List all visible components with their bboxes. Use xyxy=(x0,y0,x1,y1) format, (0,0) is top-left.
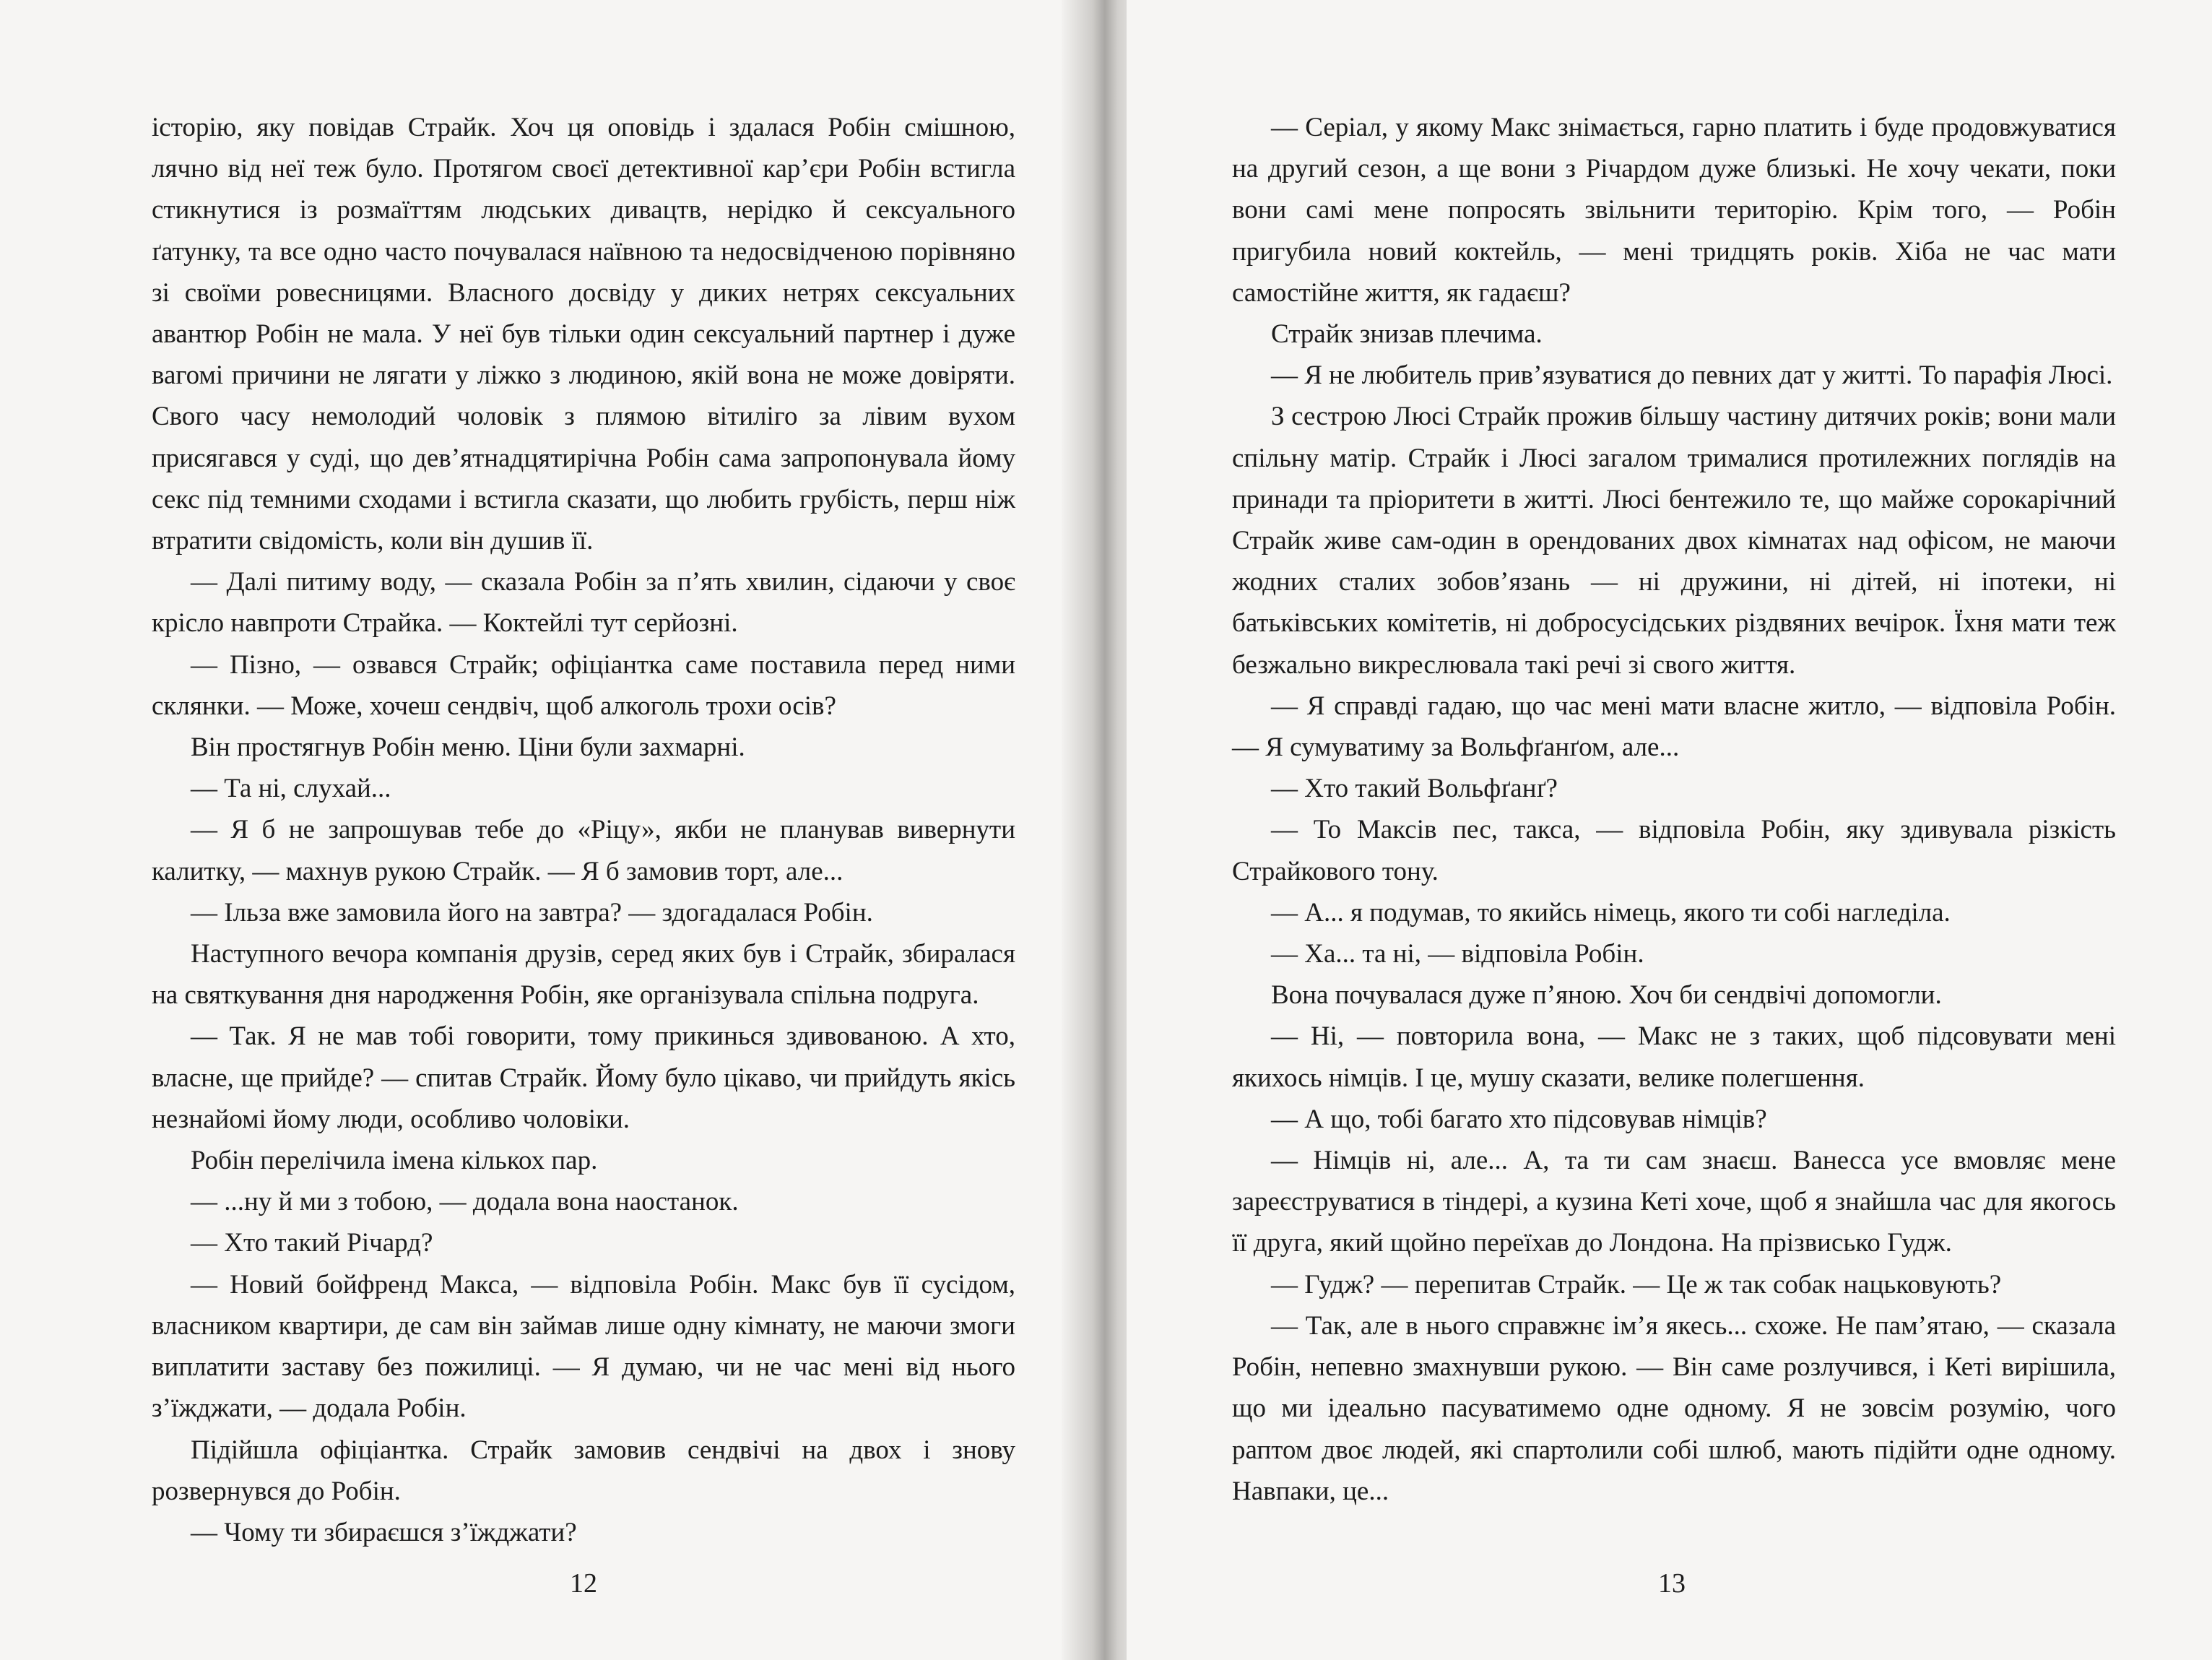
page-number: 12 xyxy=(570,1568,597,1599)
paragraph: Робін перелічила імена кількох пар. xyxy=(191,1146,598,1176)
paragraph: Підійшла офіціантка. Страйк замовив сендвічі на двох і знову розвернувся до Робін. xyxy=(152,1435,1015,1506)
paragraph: — То Максів пес, такса, — відповіла Робін, яку здивувала різкість Страйкового тону. xyxy=(1232,815,2116,886)
paragraph: Страйк знизав плечима. xyxy=(1271,319,1543,350)
paragraph: — А що, тобі багато хто підсовував німців? xyxy=(1271,1104,1767,1134)
page-number: 13 xyxy=(1658,1568,1686,1599)
paragraph: — Так, але в нього справжнє ім’я якесь... схоже. Не пам’ятаю, — сказала Робін, непевно змахнувши рукою. — Він саме розлучився, і Кеті вирішила, що ми ідеально пасуватимемо одне одному. Я не зовсім розумію, чого раптом двоє людей, які спартолили собі шлюб, мають підійти одне одному. Навпаки, це... xyxy=(1232,1310,2116,1506)
paragraph: З сестрою Люсі Страйк прожив більшу частину дитячих років; вони мали спільну матір. Страйк і Люсі загалом трималися протилежних поглядів на принади та пріоритети в житті. Люсі бентежило те, що майже сорокарічний Страйк живе сам-один в орендованих двох кімнатах над офісом, не маючи жодних сталих зобов’язань — ні дружини, ні дітей, ні іпотеки, ні батьківських комітетів, ні добросусідських різдвяних вечірок. Їхня мати теж безжально викреслювала такі речі зі свого життя. xyxy=(1232,402,2116,680)
paragraph: — Так. Я не мав тобі говорити, тому прикинься здивованою. А хто, власне, ще прийде? — спитав Страйк. Йому було цікаво, чи прийдуть якісь незнайомі йому люди, особливо чоловіки. xyxy=(152,1021,1015,1134)
paragraph: — ...ну й ми з тобою, — додала вона наостанок. xyxy=(191,1187,739,1217)
paragraph: — Я б не запрошував тебе до «Ріцу», якби не планував вивернути калитку, — махнув рукою Страйк. — Я б замовив торт, але... xyxy=(152,815,1015,886)
paragraph: — Хто такий Річард? xyxy=(191,1228,433,1258)
paragraph: — Хто такий Вольфґанґ? xyxy=(1271,774,1558,804)
paragraph: Він простягнув Робін меню. Ціни були захмарні. xyxy=(191,732,745,763)
paragraph: — Німців ні, але... А, та ти сам знаєш. Ванесса усе вмовляє мене зареєструватися в тіндері, а кузина Кеті хоче, щоб я знайшла час для якогось її друга, який щойно переїхав до Лондона. На прізвисько Гудж. xyxy=(1232,1146,2116,1258)
paragraph: — Далі питиму воду, — сказала Робін за п’ять хвилин, сідаючи у своє крісло навпроти Страйка. — Коктейлі тут серйозні. xyxy=(152,567,1015,639)
paragraph: — Ха... та ні, — відповіла Робін. xyxy=(1271,939,1644,969)
paragraph: — А... я подумав, то якийсь німець, якого ти собі нагледіла. xyxy=(1271,897,1951,928)
paragraph: — Ні, — повторила вона, — Макс не з таких, щоб підсовувати мені якихось німців. І це, мушу сказати, велике полегшення. xyxy=(1232,1021,2116,1093)
paragraph: — Ільза вже замовила його на завтра? — здогадалася Робін. xyxy=(191,897,873,928)
paragraph: Вона почувалася дуже п’яною. Хоч би сендвічі допомогли. xyxy=(1271,980,1942,1011)
paragraph: історію, яку повідав Страйк. Хоч ця оповідь і здалася Робін смішною, лячно від неї теж було. Протягом своєї детективної кар’єри Робін встигла стикнутися із розмаїттям людських дивацтв, нерідко й сексуального ґатунку, та все одно часто почувалася наївною та недосвідченою порівняно зі своїми ровесницями. Власного досвіду у диких нетрях сексуальних авантюр Робін не мала. У неї був тільки один сексуальний партнер і дуже вагомі причини не лягати у ліжко з людиною, якій вона не може довіряти. Свого часу немолодий чоловік з плямою вітиліго за лівим вухом присягався у суді, що дев’ятнадцятирічна Робін сама запропонувала йому секс під темними сходами і встигла сказати, що любить грубість, перш ніж втратити свідомість, коли він душив її. xyxy=(152,113,1015,556)
paragraph: Наступного вечора компанія друзів, серед яких був і Страйк, збиралася на святкування дня народження Робін, яке організувала спільна подруга. xyxy=(152,939,1015,1011)
left-page-text xyxy=(152,107,1015,1553)
paragraph: — Я справді гадаю, що час мені мати власне житло, — відповіла Робін. — Я сумуватиму за Вольфґанґом, але... xyxy=(1232,691,2116,763)
paragraph: — Новий бойфренд Макса, — відповіла Робін. Макс був її сусідом, власником квартири, де сам він займав лише одну кімнату, не маючи змоги виплатити заставу без пожилиці. — Я думаю, чи не час мені від нього з’їжджати, — додала Робін. xyxy=(152,1269,1015,1424)
paragraph: — Гудж? — перепитав Страйк. — Це ж так собак нацьковують? xyxy=(1271,1269,2002,1300)
right-page xyxy=(1127,0,2212,1660)
paragraph: — Серіал, у якому Макс знімається, гарно платить і буде продовжуватися на другий сезон, а ще вони з Річардом дуже близькі. Не хочу чекати, поки вони самі мене попросять звільнити територію. Крім того, — Робін пригубила новий коктейль, — мені тридцять років. Хіба не час мати самостійне життя, як гадаєш? xyxy=(1232,113,2116,308)
paragraph: — Я не любитель прив’язуватися до певних дат у житті. То парафія Люсі. xyxy=(1271,360,2113,391)
paragraph: — Та ні, слухай... xyxy=(191,774,391,804)
right-page-text xyxy=(1232,107,2116,1512)
paragraph: — Пізно, — озвався Страйк; офіціантка саме поставила перед ними склянки. — Може, хочеш сендвіч, щоб алкоголь трохи осів? xyxy=(152,649,1015,721)
left-page xyxy=(0,0,1083,1660)
paragraph: — Чому ти збираєшся з’їжджати? xyxy=(191,1517,577,1547)
